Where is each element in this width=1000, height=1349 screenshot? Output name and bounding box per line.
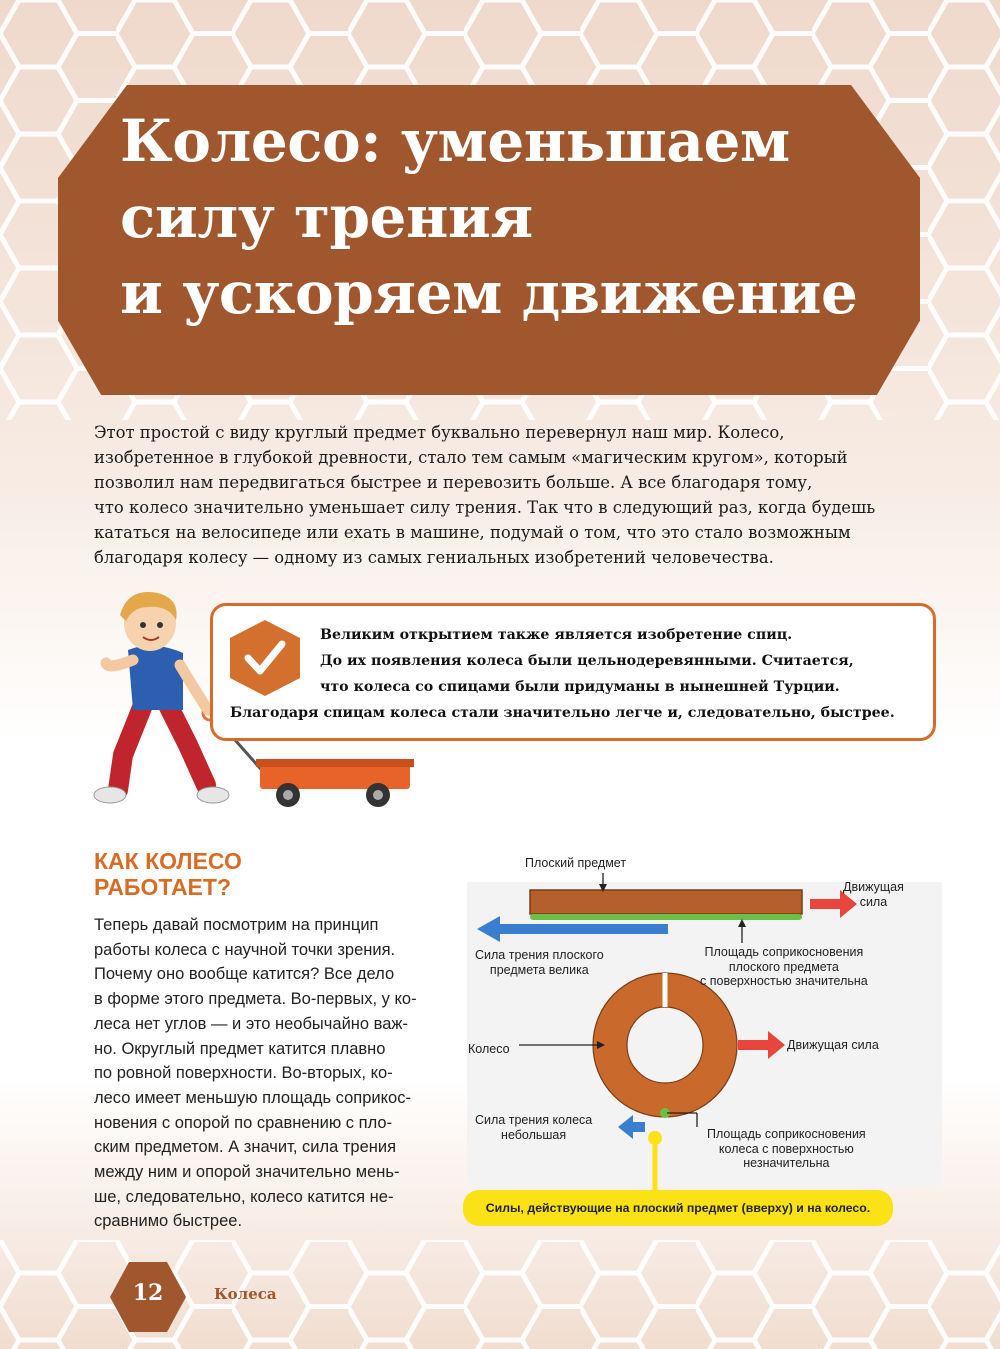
label-driving-force-wheel: Движущая сила <box>787 1038 879 1052</box>
section-heading <box>94 848 242 900</box>
body-line: лесо имеет меньшую площадь соприкос- <box>94 1088 411 1107</box>
fact-text <box>230 622 920 726</box>
label-flat-object: Плоский предмет <box>525 856 627 870</box>
page-number: 12 <box>132 1280 164 1306</box>
title-line: и ускоряем движение <box>120 259 858 327</box>
body-line: ским предметом. А значит, сила трения <box>94 1138 397 1157</box>
label-line: Площадь соприкосновения <box>707 1127 866 1141</box>
section-heading-line: КАК КОЛЕСО <box>94 848 242 874</box>
label-line: колеса с поверхностью <box>718 1141 854 1156</box>
label-line: предмета велика <box>489 962 589 977</box>
label-line: с поверхностью значительна <box>700 974 868 988</box>
intro-line: позволил нам передвигаться быстрее и перевозить больше. А все благодаря тому, <box>94 473 813 492</box>
fact-line: Великим открытием также является изобретение спиц. <box>320 627 793 643</box>
label-wheel-friction <box>475 1113 592 1142</box>
body-line: Теперь давай посмотрим на принцип <box>94 916 379 934</box>
label-line: Сила трения колеса <box>475 1113 593 1127</box>
label-flat-contact <box>700 945 868 989</box>
body-line: но. Округлый предмет катится плавно <box>94 1039 386 1058</box>
friction-diagram <box>455 845 955 1245</box>
label-wheel-contact <box>707 1127 866 1171</box>
body-line: работы колеса с научной точки зрения. <box>94 940 396 959</box>
intro-line: благодаря колесу — одному из самых гениальных изобретений человечества. <box>94 548 774 567</box>
label-line: небольшая <box>501 1127 567 1142</box>
label-driving-force-top <box>843 880 904 909</box>
body-line: Почему оно вообще катится? Все дело <box>94 965 395 984</box>
body-line: в форме этого предмета. Во-первых, у ко- <box>94 990 417 1009</box>
body-line: по ровной поверхности. Во-вторых, ко- <box>94 1064 393 1083</box>
label-line: Движущая <box>843 880 904 894</box>
fact-line: Благодаря спицам колеса стали значительно легче и, следовательно, быстрее. <box>230 705 895 721</box>
page-title <box>120 103 920 331</box>
flat-object <box>530 890 802 914</box>
label-wheel: Колесо <box>468 1042 510 1056</box>
body-line: новения с опорой по сравнению с пло- <box>94 1113 393 1132</box>
flat-contact-strip <box>530 914 802 920</box>
intro-paragraph <box>94 420 944 570</box>
body-line: между ним и опорой значительно мень- <box>94 1163 400 1182</box>
intro-line: что колесо значительно уменьшает силу трения. Так что в следующий раз, когда будешь <box>94 498 876 517</box>
title-line: Колесо: уменьшаем <box>120 107 790 175</box>
body-line: ше, следовательно, колесо катится не- <box>94 1187 394 1206</box>
body-line: леса нет углов — и это необычайно важ- <box>94 1014 408 1033</box>
label-line: Сила трения плоского <box>475 948 604 962</box>
intro-line: Этот простой с виду круглый предмет буквально перевернул наш мир. Колесо, <box>94 423 785 442</box>
label-line: незначительна <box>743 1156 830 1170</box>
fact-line: что колеса со спицами были придуманы в нынешней Турции. <box>320 679 840 695</box>
intro-line: изобретенное в глубокой древности, стало тем самым «магическим кругом», который <box>94 448 848 467</box>
diagram-caption: Силы, действующие на плоский предмет (вверху) и на колесо. <box>463 1190 893 1226</box>
fact-line: До их появления колеса были цельнодеревянными. Считается, <box>320 653 854 669</box>
body-line: сравнимо быстрее. <box>94 1212 243 1231</box>
footer-section-title: Колеса <box>214 1285 277 1303</box>
title-line: силу трения <box>120 183 533 251</box>
section-body <box>94 913 434 1234</box>
intro-line: кататься на велосипеде или ехать в машине, подумай о том, что это стало возможным <box>94 523 851 542</box>
label-line: Площадь соприкосновения <box>704 945 864 959</box>
label-line: сила <box>859 894 888 909</box>
label-flat-friction <box>475 948 604 977</box>
section-heading-line: РАБОТАЕТ? <box>94 874 232 900</box>
label-line: плоского предмета <box>728 959 839 974</box>
